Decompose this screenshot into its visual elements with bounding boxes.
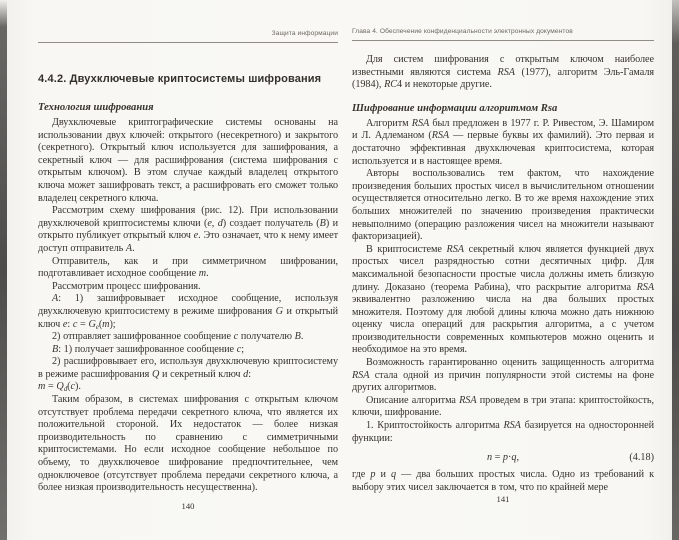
paragraph: где p и q — два больших простых числа. Одно из требований к выбору этих чисел заключается в том, что по крайней мере	[352, 469, 654, 493]
paragraph: Отправитель, как и при симметричном шифровании, подготавливает исходное сообщение m.	[38, 255, 338, 280]
paragraph: Возможность гарантированно оценить защищенность алгоритма RSA стала одной из причин популярности этой системы на фоне других алгоритмов.	[352, 357, 654, 394]
paragraph: 2) отправляет зашифрованное сообщение c получателю B.	[52, 331, 304, 343]
paragraph: В криптосистеме RSA секретный ключ является функцией двух простых чисел разрядностью сотни десятичных цифр. Для максимальной безопасности простые числа должны иметь близкую длину. Доказано (теорема Рабина), что раскрытие алгоритма RSA эквивалентно разложению числа на два больших простых множителя. Поэтому для любой длины ключа можно дать нижнюю оценку числа операций для раскрытия алгоритма, а с учетом производительности современных компьютеров можно оценить и необходимое на это время.	[352, 243, 655, 356]
right-book-edge-shadow	[672, 0, 679, 540]
paragraph: 1. Криптостойкость алгоритма RSA базируется на односторонней функции:	[352, 420, 654, 444]
paragraph: Авторы воспользовались тем фактом, что нахождение произведения больших простых чисел в вычислительном отношении осуществляется относительно легко. В то же время нахождение этих больших множителей по значению произведения практически невыполнимо (операцию разложения чисел на множители называют факторизацией).	[352, 168, 654, 243]
right-page	[352, 28, 654, 514]
right-page-body	[352, 118, 654, 445]
paragraph: Описание алгоритма RSA проведем в три этапа: криптостойкость, ключи, шифрование.	[352, 394, 655, 419]
right-page-after-formula	[352, 469, 654, 494]
right-page-intro	[352, 54, 654, 92]
page-number: 140	[181, 501, 195, 511]
paragraph: Таким образом, в системах шифрования с открытым ключом отсутствует проблема передачи секретного ключа, что является их положительной стороной. Их недостаток — более низкая производительность по сравнению с симметричными криптосистемами. Но если исходное сообщение небольшое по объему, то двухключевое шифрование предпочтительнее, чем одноключевое (отсутствует проблема передачи секретного ключа, а более низкая производительность несущественна).	[38, 394, 338, 494]
formula-number: (4.18)	[629, 452, 654, 464]
paragraph: Алгоритм RSA был предложен в 1977 г. Р. Ривестом, Э. Шамиром и Л. Адлеманом (RSA — первые буквы их фамилий). Это первая и достаточно эффективная двухключевая криптосистема, которая используется и в настоящее время.	[352, 117, 654, 167]
paragraph: $m = Q_d(c)$.	[38, 381, 81, 394]
paragraph: Двухключевые криптографические системы основаны на использовании двух ключей: открытого (несекретного) и закрытого (секретного). Открытый ключ используется для зашифрования, а секретный ключ — для расшифрования (система шифрования с открытым ключом). В этом случае каждый владелец открытого ключа может зашифровать текст, а расшифровать его сможет только владелец секретного ключа.	[38, 117, 338, 204]
running-head: Глава 4. Обеспечение конфиденциальности электронных документов	[352, 28, 654, 41]
rsa-section-heading: Шифрование информации алгоритмом Rsa	[352, 102, 558, 114]
left-book-edge-shadow	[0, 0, 7, 540]
paragraph: 2) расшифровывает его, используя двухключевую криптосистему в режиме расшифрования Q и секретный ключ d:	[38, 356, 338, 380]
paragraph: Для систем шифрования с открытым ключом наиболее известными являются система RSA (1977), алгоритм Эль-Гамаля (1984), RC4 и некоторые другие.	[352, 54, 654, 91]
formula-row	[352, 452, 654, 464]
page-number: 141	[496, 494, 510, 504]
paragraph: B: 1) получает зашифрованное сообщение c;	[52, 343, 244, 355]
left-page	[38, 30, 338, 512]
section-title: 4.4.2. Двухключевые криптосистемы шифрования	[38, 73, 322, 85]
running-head: Защита информации	[38, 30, 338, 43]
left-page-body	[38, 117, 338, 495]
technology-subheading: Технология шифрования	[38, 102, 154, 113]
formula: n = p·q,	[486, 452, 520, 464]
paragraph: Рассмотрим процесс шифрования.	[52, 280, 201, 292]
paragraph: Рассмотрим схему шифрования (рис. 12). При использовании двухключевой криптосистемы ключи (e, d) создает получатель (B) и открыто публикует открытый ключ e. Это означает, что к нему имеет доступ отправитель A.	[38, 205, 338, 254]
paragraph: A: 1) зашифровывает исходное сообщение, используя двухключевую криптосистему в режиме шифрования G и открытый ключ e: $c = G_e(m)$;	[38, 293, 338, 331]
